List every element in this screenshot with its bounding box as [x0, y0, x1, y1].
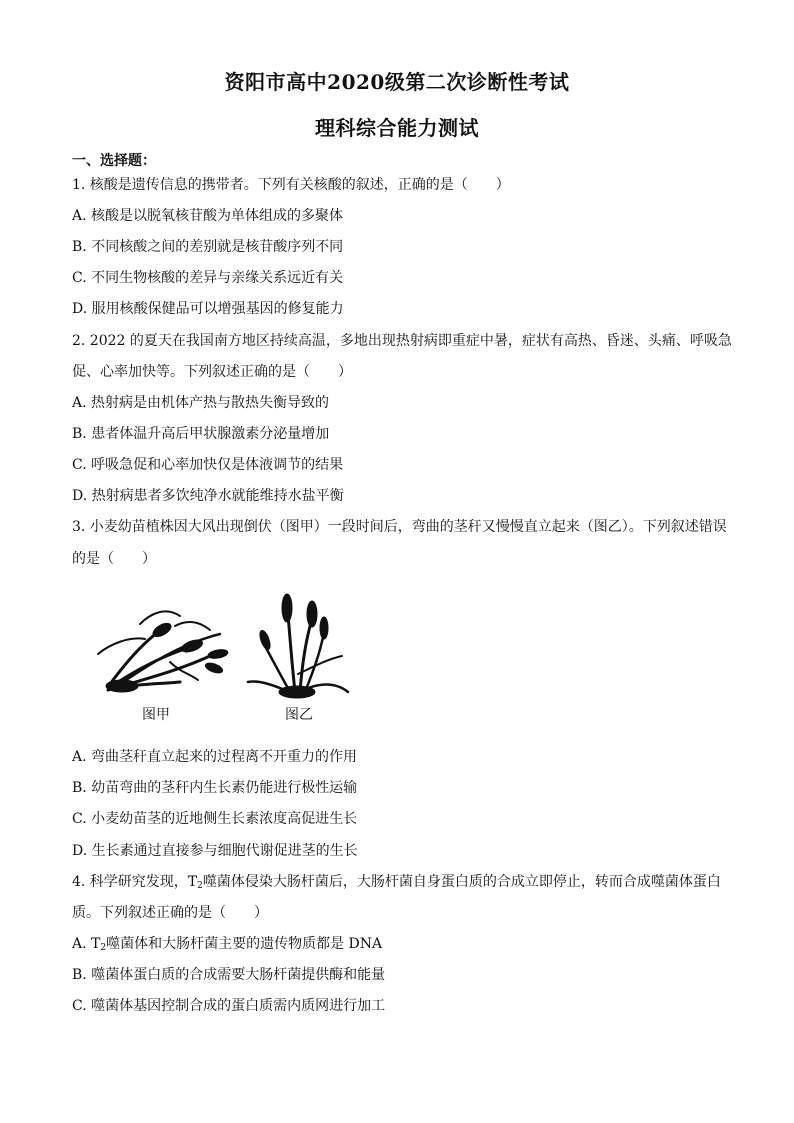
q3-option-d: D. 生长素通过直接参与细胞代谢促进茎的生长: [72, 843, 358, 859]
q4-stem-suffix: 噬菌体侵染大肠杆菌后，大肠杆菌自身蛋白质的合成立即停止，转而合成噬菌体蛋白: [202, 874, 721, 890]
exam-subtitle: 理科综合能力测试: [315, 116, 479, 140]
q4-option-b: B. 噬菌体蛋白质的合成需要大肠杆菌提供酶和能量: [72, 967, 386, 983]
q1-option-c: C. 不同生物核酸的差异与亲缘关系远近有关: [72, 270, 344, 286]
q3-stem-line2: 的是（ ）: [72, 551, 156, 567]
q3-stem-line1: 3. 小麦幼苗植株因大风出现倒伏（图甲）一段时间后，弯曲的茎秆又慢慢直立起来（图乙）。下列叙述错误: [72, 519, 727, 535]
q1-option-a: A. 核酸是以脱氧核苷酸为单体组成的多聚体: [72, 208, 344, 224]
q4-stem-line2: 质。下列叙述正确的是（ ）: [72, 905, 268, 921]
q3-option-c: C. 小麦幼苗茎的近地侧生长素浓度高促进生长: [72, 811, 358, 827]
q4-option-c: C. 噬菌体基因控制合成的蛋白质需内质网进行加工: [72, 998, 386, 1014]
q2-stem-line1: 2. 2022 的夏天在我国南方地区持续高温，多地出现热射病即重症中暑，症状有高热、昏迷、头痛、呼吸急: [72, 333, 732, 349]
upright-wheat-drawing: [248, 594, 348, 698]
figure-a-caption: 图甲: [142, 707, 170, 723]
q4-option-a-prefix: A. T: [72, 936, 101, 952]
q1-option-d: D. 服用核酸保健品可以增强基因的修复能力: [72, 301, 344, 317]
q2-option-c: C. 呼吸急促和心率加快仅是体液调节的结果: [72, 457, 344, 473]
lodged-wheat-drawing: [98, 611, 229, 692]
q4-stem-prefix: 4. 科学研究发现，T: [72, 874, 198, 890]
exam-title: 资阳市高中2020级第二次诊断性考试: [224, 70, 570, 94]
q3-option-a: A. 弯曲茎秆直立起来的过程离不开重力的作用: [72, 749, 358, 765]
q3-option-b: B. 幼苗弯曲的茎秆内生长素仍能进行极性运输: [72, 780, 358, 796]
q4-option-a: [72, 935, 382, 957]
q4-option-a-subscript: 2: [100, 943, 107, 953]
q2-stem-line2: 促、心率加快等。下列叙述正确的是（ ）: [72, 364, 352, 380]
q2-option-d: D. 热射病患者多饮纯净水就能维持水盐平衡: [72, 488, 344, 504]
q1-option-b: B. 不同核酸之间的差别就是核苷酸序列不同: [72, 239, 344, 255]
q4-stem-subscript: 2: [197, 881, 203, 891]
q2-option-a: A. 热射病是由机体产热与散热失衡导致的: [72, 395, 330, 411]
figure-b-caption: 图乙: [285, 707, 313, 723]
q4-stem-line1: [72, 873, 721, 895]
wheat-illustration: [80, 584, 380, 704]
wheat-figure: [80, 584, 380, 729]
q4-option-a-suffix: 噬菌体和大肠杆菌主要的遗传物质都是 DNA: [106, 936, 383, 952]
q2-option-b: B. 患者体温升高后甲状腺激素分泌量增加: [72, 426, 330, 442]
section-heading: 一、选择题：: [72, 153, 156, 169]
q1-stem: 1. 核酸是遗传信息的携带者。下列有关核酸的叙述，正确的是（ ）: [72, 177, 510, 193]
